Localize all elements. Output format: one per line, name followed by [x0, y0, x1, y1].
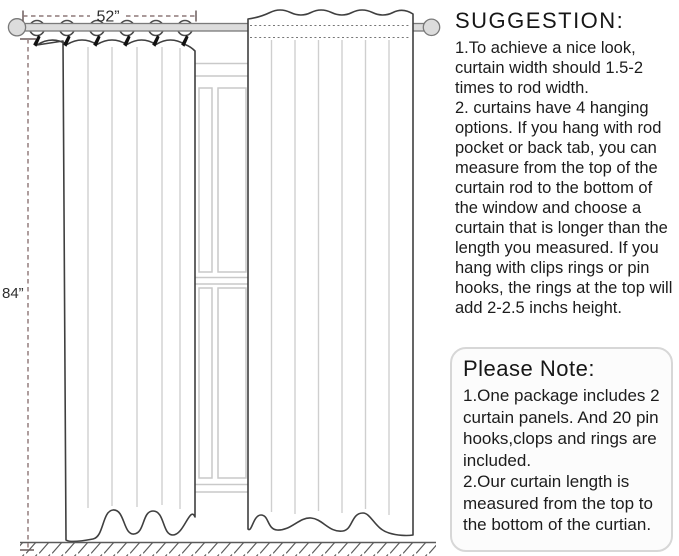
- window: [194, 64, 250, 493]
- left-curtain-panel: [37, 40, 195, 541]
- floor: [20, 543, 436, 556]
- note-title: Please Note:: [463, 356, 595, 381]
- please-note-box: [450, 347, 673, 552]
- right-curtain-panel: [248, 10, 413, 535]
- rod-finial-right: [423, 19, 439, 35]
- curtain-length-dimension: [2, 39, 36, 550]
- note-item-2: 2.Our curtain length is measured from the top to the bottom of the curtian.: [463, 472, 653, 534]
- suggestion-tip-1: 1.To achieve a nice look, curtain width should 1.5-2 times to rod width.: [455, 39, 644, 97]
- note-item-1: 1.One package includes 2 curtain panels. And 20 pin hooks,clops and rings are included.: [463, 386, 660, 470]
- suggestion-tip-2: 2. curtains have 4 hanging options. If you hang with rod pocket or back tab, you can measure from the top of the curtain rod to the bottom of the window and choose a curtain that is longer than the length you measured. If you hang with clips rings or pin hooks, the rings at the top will add 2-2.5 inchs height.: [455, 99, 673, 317]
- rod-width-label: 52”: [96, 8, 120, 26]
- suggestion-title: SUGGESTION:: [455, 8, 625, 33]
- suggestion-section: [455, 8, 677, 318]
- curtain-length-label: 84”: [2, 285, 24, 302]
